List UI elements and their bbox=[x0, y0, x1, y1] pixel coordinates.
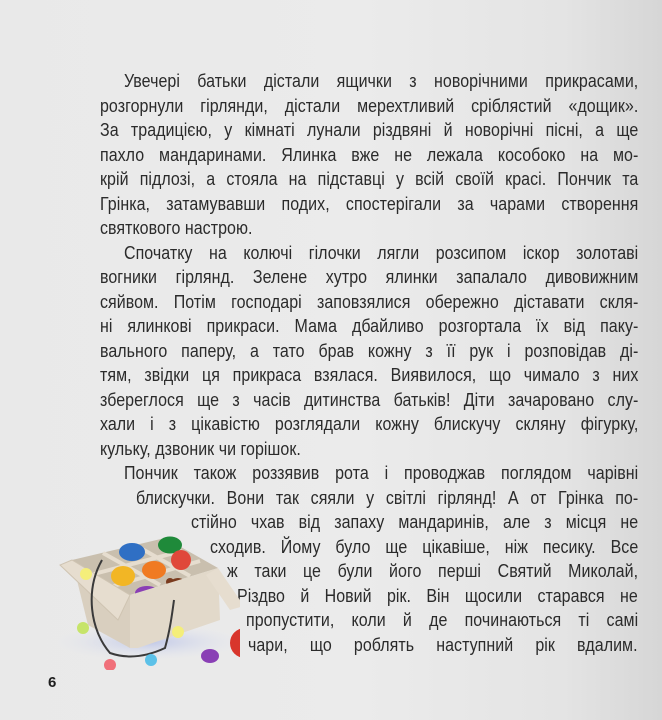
big-red-ornament-icon bbox=[230, 628, 240, 658]
text-line: За традицією, у кімнаті лунали різдвяні й новорічні пісні, а ще bbox=[100, 119, 639, 140]
page-number: 6 bbox=[48, 674, 57, 691]
yellow-ornament-icon bbox=[111, 566, 135, 586]
ornament-box-illustration bbox=[30, 520, 240, 670]
red-ornament-icon bbox=[171, 550, 191, 570]
text-line: чари, що роблять наступний рік вдалим. bbox=[248, 633, 638, 655]
text-line: хали і з цікавістю розглядали кожну блискучу скляну фігурку, bbox=[100, 413, 639, 434]
text-line: сходив. Йому було ще цікавіше, ніж песику. Все bbox=[210, 535, 639, 557]
text-line: пропустити, коли й де починаються ті самі bbox=[246, 609, 639, 630]
text-line: вогники гірлянд. Зелене хутро ялинки запалало дивовижним bbox=[100, 266, 639, 287]
bulb-blue-icon bbox=[145, 654, 157, 666]
text-line: Різдво й Новий рік. Він щосили старався не bbox=[237, 584, 638, 606]
text-line: Увечері батьки дістали ящички з новорічними прикрасами, bbox=[124, 70, 639, 91]
text-line: Грінка, затамувавши подих, спостерігали за чарами створення bbox=[100, 192, 639, 214]
text-line: збереглося ще з часів дитинства батьків! Діти зачаровано слу- bbox=[100, 388, 639, 410]
text-line: пахло мандаринами. Ялинка вже не лежала кособоко на мо- bbox=[100, 143, 639, 165]
text-line: вального паперу, а тато брав кожну з її рук і розповідав ді- bbox=[100, 339, 639, 361]
bulb-yellow-icon bbox=[80, 568, 92, 580]
bulb-pink-icon bbox=[104, 659, 116, 670]
text-line: Пончик також роззявив рота і проводжав поглядом чарівні bbox=[124, 462, 639, 483]
bulb-yellow-icon bbox=[172, 626, 184, 638]
orange-ornament-icon bbox=[142, 561, 166, 579]
text-line: блискучки. Вони так сяяли у світлі гірлянд! А от Грінка по- bbox=[136, 486, 639, 508]
text-line: стійно чхав від запаху мандаринів, але з місця не bbox=[191, 511, 639, 532]
text-line: святкового настрою. bbox=[100, 217, 253, 238]
text-line: розгорнули гірлянди, дістали мерехтливий сріблястий «дощик». bbox=[100, 94, 639, 116]
text-line: кульку, дзвоник чи горішок. bbox=[100, 437, 301, 459]
text-line: тям, звідки ця прикраса взялася. Виявилося, що чимало з них bbox=[100, 364, 639, 385]
text-line: ж таки це були його перші Святий Миколай, bbox=[227, 560, 639, 581]
text-line: сяйвом. Потім господарі заповзялися обережно діставати скля- bbox=[100, 290, 639, 312]
text-line: крій підлозі, а стояла на підставці у всій своїй красі. Пончик та bbox=[100, 168, 639, 189]
purple-bell-ornament-icon bbox=[201, 649, 219, 663]
text-line: ні ялинкові прикраси. Мама дбайливо розгортала їх від паку- bbox=[100, 315, 639, 336]
bulb-green-icon bbox=[77, 622, 89, 634]
blue-ornament-icon bbox=[119, 543, 145, 561]
text-line: Спочатку на колючі гілочки лягли розсипом іскор золотаві bbox=[124, 241, 639, 263]
